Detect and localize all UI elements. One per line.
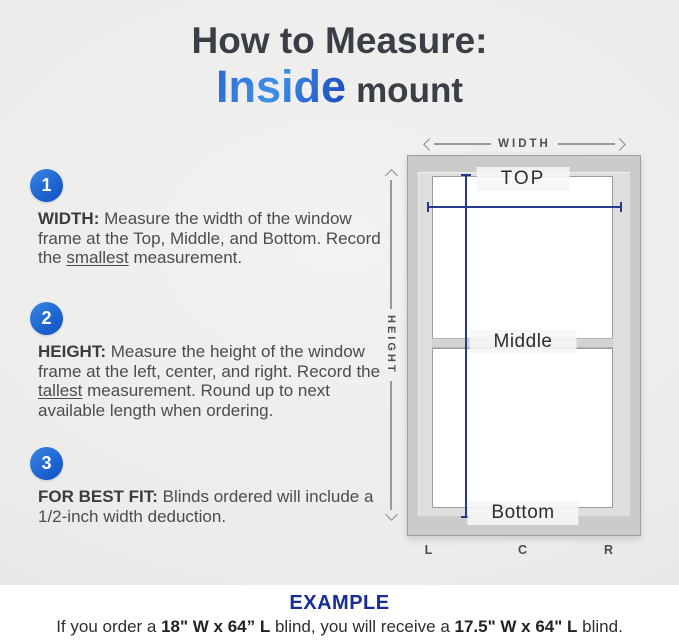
step-underlined-word: smallest [66,248,129,267]
step-number-badge: 1 [30,169,63,202]
step-text [38,487,385,526]
step-item-best-fit [30,447,385,526]
step-text [38,209,385,268]
title-line2 [0,60,679,112]
center-mark-label: C [517,543,529,557]
width-arrow [425,137,624,151]
window-diagram [380,133,679,573]
step-lead: FOR BEST FIT: [38,487,158,506]
arrow-down-chevron-icon [385,508,398,521]
step-body-after: measurement. [128,248,243,267]
step-body-after: measurement. Round up to next available length when ordering. [38,381,331,420]
title-line1: How to Measure: [191,20,488,61]
arrow-right-chevron-icon [613,138,626,151]
title-suffix: mount [356,70,463,110]
example-prefix: If you order a [56,617,162,636]
step-number-badge: 3 [30,447,63,480]
example-order-size: 18" W x 64” L [161,617,271,636]
middle-label: Middle [470,330,577,354]
height-arrow [384,171,398,519]
top-sash-pane [432,176,613,339]
top-label: TOP [477,167,570,191]
bottom-label: Bottom [467,501,578,525]
width-measure-line [427,206,622,208]
step-lead: WIDTH: [38,209,100,228]
arrow-up-chevron-icon [385,169,398,182]
arrow-line [390,180,392,309]
step-item-height [30,302,385,420]
step-item-width [30,169,385,268]
example-section [0,585,679,642]
example-middle: blind, you will receive a [270,617,455,636]
height-measure-line [465,174,467,518]
step-lead: HEIGHT: [38,342,106,361]
arrow-left-chevron-icon [423,138,436,151]
step-body: Measure the width of the window frame at the Top, Middle, and Bottom. Record the [38,209,381,267]
step-body: Blinds ordered will include a 1/2-inch width deduction. [38,487,374,526]
right-mark-label: R [603,543,615,557]
example-receive-size: 17.5" W x 64" L [454,617,578,636]
arrow-line [434,143,491,145]
title-highlight: Inside [216,60,347,112]
step-number-badge: 2 [30,302,63,335]
example-text [0,617,679,637]
step-body: Measure the height of the window frame at the left, center, and right. Record the [38,342,381,381]
arrow-line [390,381,392,510]
left-mark-label: L [424,543,434,557]
height-arrow-label: HEIGHT [385,315,397,375]
page-title [0,22,679,110]
width-arrow-label: WIDTH [498,138,551,150]
step-underlined-word: tallest [38,381,83,400]
bottom-sash-pane [432,348,613,508]
example-heading: EXAMPLE [289,592,390,614]
example-suffix: blind. [577,617,623,636]
step-text [38,342,385,420]
arrow-line [558,143,615,145]
